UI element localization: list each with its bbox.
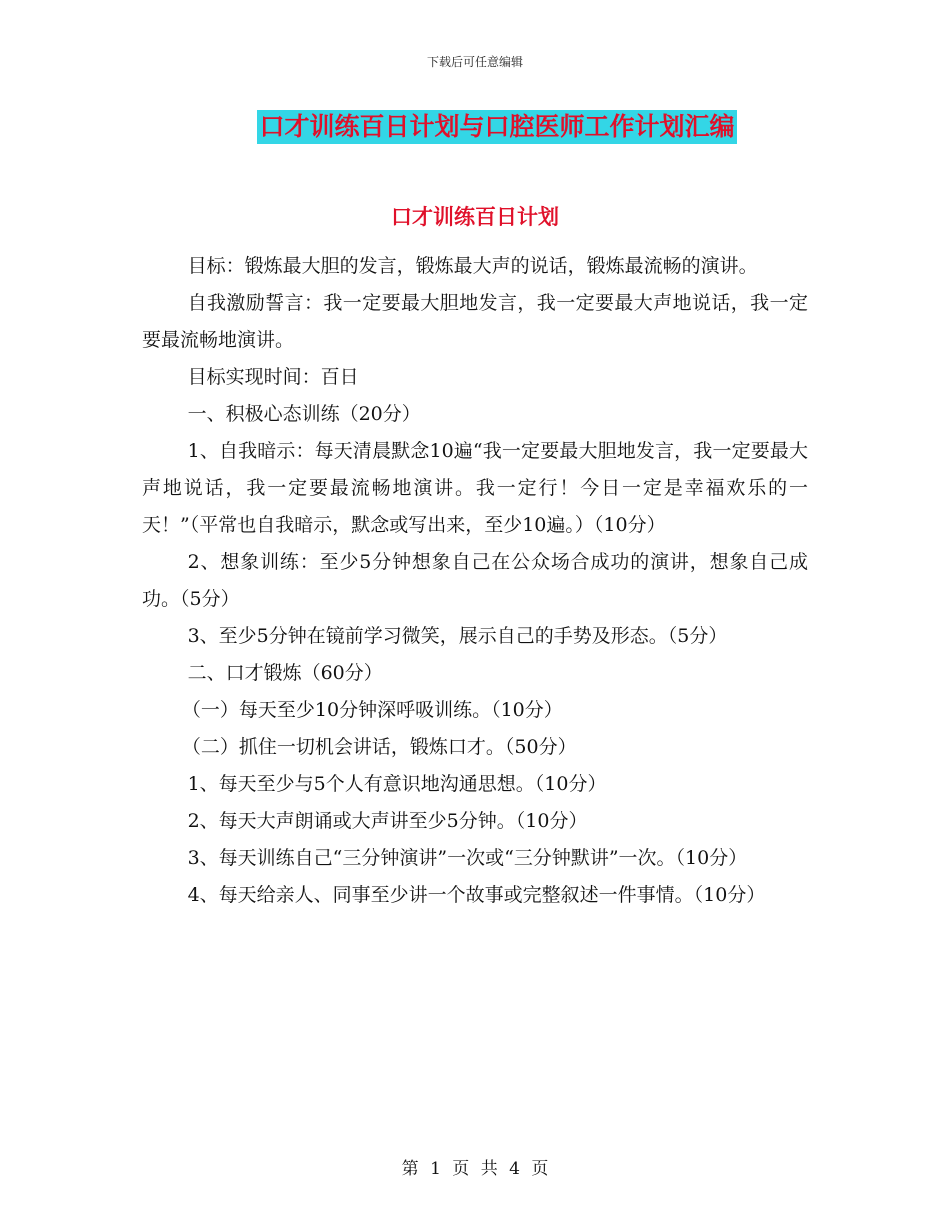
paragraph-item-1-3: 3、至少5分钟在镜前学习微笑，展示自己的手势及形态。（5分） (187, 625, 728, 647)
document-title: 口才训练百日计划与口腔医师工作计划汇编 (257, 110, 736, 144)
paragraph-time: 目标实现时间：百日 (187, 366, 359, 388)
paragraph-item-2-2: 2、每天大声朗诵或大声讲至少5分钟。（10分） (187, 810, 588, 832)
paragraph-goal: 目标：锻炼最大胆的发言，锻炼最大声的说话，锻炼最流畅的演讲。 (187, 255, 758, 277)
section-title: 口才训练百日计划 (391, 205, 559, 229)
paragraph-sub-1: （一）每天至少10分钟深呼吸训练。（10分） (181, 699, 563, 721)
document-title-wrapper (0, 110, 950, 144)
page-header: 下载后可任意编辑 (426, 55, 523, 69)
paragraph-item-1-1: 1、自我暗示：每天清晨默念10遍“我一定要最大胆地发言，我一定要最大声地说话，我一定要最流畅地演讲。我一定行！今日一定是幸福欢乐的一天！”（平常也自我暗示，默念或写出来，至少10遍。）（10分） (142, 440, 808, 536)
paragraph-section-1: 一、积极心态训练（20分） (187, 403, 421, 425)
paragraph-item-2-4: 4、每天给亲人、同事至少讲一个故事或完整叙述一件事情。（10分） (187, 884, 766, 906)
paragraph-section-2: 二、口才锻炼（60分） (187, 662, 383, 684)
document-body (142, 248, 808, 914)
paragraph-item-2-3: 3、每天训练自己“三分钟演讲”一次或“三分钟默讲”一次。（10分） (187, 847, 748, 869)
page-footer: 第 1 页 共 4 页 (401, 1159, 549, 1179)
paragraph-motto: 自我激励誓言：我一定要最大胆地发言，我一定要最大声地说话，我一定要最流畅地演讲。 (142, 292, 808, 351)
paragraph-item-1-2: 2、想象训练：至少5分钟想象自己在公众场合成功的演讲，想象自己成功。（5分） (142, 551, 808, 610)
paragraph-sub-2: （二）抓住一切机会讲话，锻炼口才。（50分） (181, 736, 577, 758)
paragraph-item-2-1: 1、每天至少与5个人有意识地沟通思想。（10分） (187, 773, 607, 795)
